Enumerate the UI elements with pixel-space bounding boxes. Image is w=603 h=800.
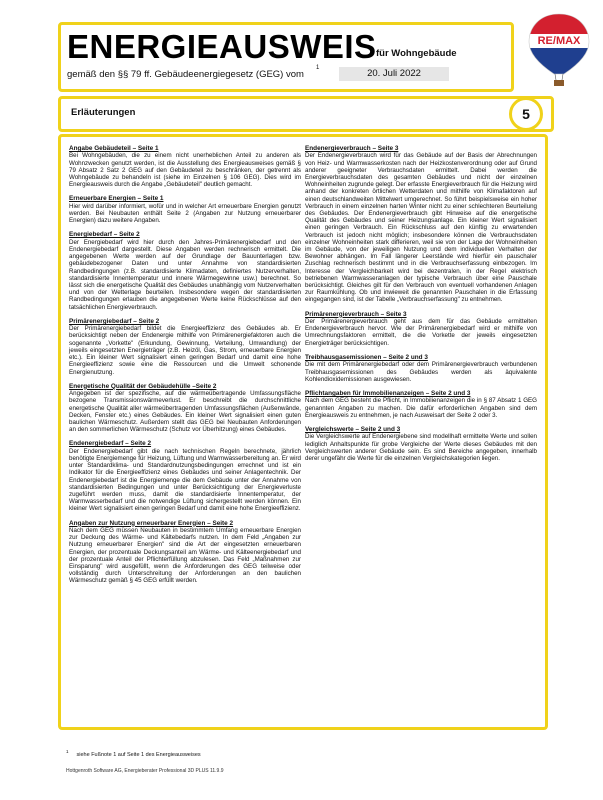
footnote-number: 1 (66, 749, 69, 754)
section-text: Die Vergleichswerte auf Endenergiebene sind modellhaft ermittelte Werte und sollen lediglich Anhaltspunkte für grobe Vergleiche der Werte dieses Gebäudes mit den Vergleichswerten anderer Gebäude sein. Es sind Bereiche angegeben, innerhalb derer ungefähr die Werte für die einzelnen Vergleichskategorien liegen. (305, 433, 537, 462)
section-text: Der Energiebedarf wird hier durch den Jahres-Primärenergiebedarf und den Endenergiebedarf dargestellt. Diese Angaben werden rechnerisch ermittelt. Die angegebenen Werte werden auf der Grundlage der Bauunterlagen bzw. gebäudebezogener Daten und unter Annahme von standardisierten Randbedingungen (z.B. standardisierte Klimadaten, definiertes Nutzerverhalten, standardisierte Innentemperatur und innere Wärmegewinne usw.) berechnet. So lässt sich die energetische Qualität des Gebäudes unabhängig vom Nutzerverhalten und von der Wetterlage beurteilen. Insbesondere wegen der standardisierten Randbedingungen erlauben die angegebenen Werte keine Rückschlüsse auf den tatsächlichen Energieverbrauch. (69, 238, 301, 311)
section-heading: Endenergieverbrauch – Seite 3 (305, 145, 399, 152)
section-title: Erläuterungen (71, 107, 136, 118)
explanation-section (305, 390, 537, 419)
section-text: Bei Wohngebäuden, die zu einem nicht unerheblichen Anteil zu anderen als Wohnzwecken genutzt werden, ist die Ausstellung des Energieausweises gemäß § 79 Absatz 2 Satz 2 GEG auf den Gebäudeteil zu beschränken, der getrennt als Wohngebäude zu behandeln ist (siehe im Einzelnen § 106 GEG). Dies wird im Energieausweis durch die Angabe „Gebäudeteil" deutlich gemacht. (69, 152, 301, 189)
explanation-section (69, 520, 301, 585)
software-credit: Hottgenroth Software AG, Energieberater Professional 3D PLUS 11.9.9 (66, 768, 224, 774)
footnote (66, 749, 201, 758)
section-text: Nach dem GEG müssen Neubauten in bestimmtem Umfang erneuerbare Energien zur Deckung des Wärme- und Kältebedarfs nutzen. In dem Feld „Angaben zur Nutzung erneuerbarer Energien" sind die Art der eingesetzten erneuerbaren Energien, der prozentuale Deckungsanteil am Wärme- und Kälteenergiebedarf und der prozentuale Anteil der Pflichterfüllung abzulesen. Das Feld „Maßnahmen zur Einsparung" wird ausgefüllt, wenn die Anforderungen des GEG teilweise oder vollständig durch Unterschreitung der Anforderungen an den baulichen Wärmeschutz gemäß § 45 GEG erfüllt werden. (69, 526, 301, 585)
page-number-badge: 5 (509, 97, 543, 131)
section-heading: Endenergiebedarf – Seite 2 (69, 440, 152, 448)
section-heading: Primärenergiebedarf – Seite 2 (69, 317, 160, 325)
section-heading: Energiebedarf – Seite 2 (69, 231, 140, 239)
section-text: Der Primärenergieverbrauch geht aus dem für das Gebäude ermittelten Endenergieverbrauch hervor. Wie der Primärenergiebedarf wird er mithilfe von Umrechnungsfaktoren ermittelt, die die Vorkette der jeweils eingesetzten Energieträger berücksichtigen. (305, 318, 537, 347)
issue-date: 20. Juli 2022 (339, 67, 449, 81)
section-heading: Erneuerbare Energien – Seite 1 (69, 195, 164, 203)
section-heading: Pflichtangaben für Immobilienanzeigen – Seite 2 und 3 (305, 389, 471, 397)
section-heading: Treibhausgasemissionen – Seite 2 und 3 (305, 353, 428, 361)
remax-balloon-logo (527, 12, 591, 88)
section-text: Der Endenergiebedarf gibt die nach technischen Regeln berechnete, jährlich benötigte Energiemenge für Heizung, Lüftung und Warmwasserbereitung an. Er wird unter Standardklima- und Standardnutzungsbedingungen errechnet und ist ein Indikator für die Energieeffizienz eines Gebäudes und seiner Anlagentechnik. Der Endenergiebedarf ist die Energiemenge die dem Gebäude unter der Annahme von standardisierten Bedingungen und unter Berücksichtigung der Energieverluste zugeführt werden muss, damit die standardisierte Innentemperatur, der Warmwasserbedarf und die notwendige Lüftung sichergestellt werden können. Ein kleiner Wert signalisiert einen geringen Bedarf und damit eine hohe Energieeffizienz. (69, 447, 301, 513)
explanation-section (305, 426, 537, 462)
footnote-mark: 1 (316, 65, 320, 71)
right-column (305, 145, 537, 719)
document-title: ENERGIEAUSWEIS (67, 28, 377, 65)
explanations-content (58, 134, 548, 730)
section-text: Die mit dem Primärenergiebedarf oder dem Primärenergieverbrauch verbundenen Treibhausgasemissionen des Gebäudes werden als äquivalente Kohlendioxidemissionen ausgewiesen. (305, 361, 537, 383)
explanation-section (69, 195, 301, 224)
header-box (58, 22, 514, 92)
law-reference: gemäß den §§ 79 ff. Gebäudeenergiegesetz (GEG) vom (67, 69, 304, 80)
footnote-text: siehe Fußnote 1 auf Seite 1 des Energieausweises (76, 751, 201, 758)
explanation-section (69, 440, 301, 512)
section-text: Nach dem GEG besteht die Pflicht, in Immobilienanzeigen die in § 87 Absatz 1 GEG genannten Angaben zu machen. Die dafür erforderlichen Angaben sind dem Energieausweis zu entnehmen, je nach Ausweisart der Seite 2 oder 3. (305, 397, 537, 419)
explanation-section (69, 231, 301, 310)
section-heading: Primärenergieverbrauch – Seite 3 (305, 310, 407, 318)
document-subtitle: für Wohngebäude (376, 48, 457, 59)
section-heading: Vergleichswerte – Seite 2 und 3 (305, 425, 401, 433)
left-column (69, 145, 301, 719)
svg-text:RE/MAX: RE/MAX (537, 35, 581, 47)
section-text: Der Primärenergiebedarf bildet die Energieeffizienz des Gebäudes ab. Er berücksichtigt neben der Endenergie mithilfe von Primärenergiefaktoren auch die sogenannte „Vorkette" (Erkundung, Gewinnung, Verteilung, Umwandlung) der jeweils eingesetzten Energieträger (z.B. Heizöl, Gas, Strom, erneuerbare Energien etc.). Ein kleiner Wert signalisiert einen geringen Bedarf und damit eine hohe Energieeffizienz sowie eine die Ressourcen und die Umwelt schonende Energienutzung. (69, 325, 301, 376)
section-text: Angegeben ist der spezifische, auf die wärmeübertragende Umfassungsfläche bezogene Transmissionswärmeverlust. Er beschreibt die durchschnittliche energetische Qualität aller wärmeübertragenden Umfassungsflächen (Außenwände, Decken, Fenster etc.) eines Gebäudes. Ein kleiner Wert signalisiert einen guten baulichen Wärmeschutz. Außerdem stellt das GEG bei Neubauten Anforderungen an den sommerlichen Wärmeschutz (Schutz vor Überhitzung) eines Gebäudes. (69, 390, 301, 434)
section-header (58, 96, 554, 132)
explanation-section (69, 318, 301, 376)
balloon-icon (527, 12, 591, 88)
explanation-section (305, 354, 537, 383)
explanation-section (69, 145, 301, 188)
explanation-section (69, 383, 301, 434)
section-heading: Angaben zur Nutzung erneuerbarer Energien – Seite 2 (69, 519, 234, 527)
section-text: Der Endenergieverbrauch wird für das Gebäude auf der Basis der Abrechnungen von Heiz- und Warmwasserkosten nach der Heizkostenverordnung oder auf Grund anderer geeigneter Verbrauchsdaten ermittelt. Dabei werden die Energieverbrauchsdaten des gesamten Gebäudes und nicht der einzelnen Wohneinheiten zugrunde gelegt. Der erfasste Energieverbrauch für die Heizung wird anhand der konkreten örtlichen Wetterdaten und mithilfe von Klimafaktoren auf einen deutschlandweiten Mittelwert umgerechnet. So führt beispielsweise ein hoher Verbrauch in einem einzelnen harten Winter nicht zu einer schlechteren Beurteilung des Gebäudes. Der Endenergieverbrauch gibt Hinweise auf die energetische Qualität des Gebäudes und seiner Heizungsanlage. Ein kleiner Wert signalisiert einen geringen Verbrauch. Ein Rückschluss auf den künftig zu erwartenden Verbrauch ist jedoch nicht möglich; insbesondere können die Verbrauchsdaten einzelner Wohneinheiten stark differieren, weil sie von der Lage der Wohneinheiten im Gebäude, von der jeweiligen Nutzung und dem individuellen Verhalten der Bewohner abhängen. Im Fall längerer Leerstände wird hierfür ein pauschaler Zuschlag rechnerisch bestimmt und in die Verbrauchserfassung einbezogen. Im Interesse der Vergleichbarkeit wird bei dezentralen, in der Regel elektrisch betriebenen Warmwasseranlagen der typische Verbrauch über eine Pauschale berücksichtigt. Gleiches gilt für den Verbrauch von eventuell vorhandenen Anlagen zur Raumkühlung. Ob und inwieweit die genannten Pauschalen in die Erfassung eingegangen sind, ist der Tabelle „Verbrauchserfassung" zu entnehmen. (305, 152, 537, 304)
section-heading: Energetische Qualität der Gebäudehülle –Seite 2 (69, 382, 217, 390)
explanation-section (305, 145, 537, 304)
section-text: Hier wird darüber informiert, wofür und in welcher Art erneuerbare Energien genutzt werden. Bei Neubauten enthält Seite 2 (Angaben zur Nutzung erneuerbarer Energien) dazu weitere Angaben. (69, 202, 301, 225)
explanation-section (305, 311, 537, 347)
section-heading: Angabe Gebäudeteil – Seite 1 (69, 145, 159, 152)
